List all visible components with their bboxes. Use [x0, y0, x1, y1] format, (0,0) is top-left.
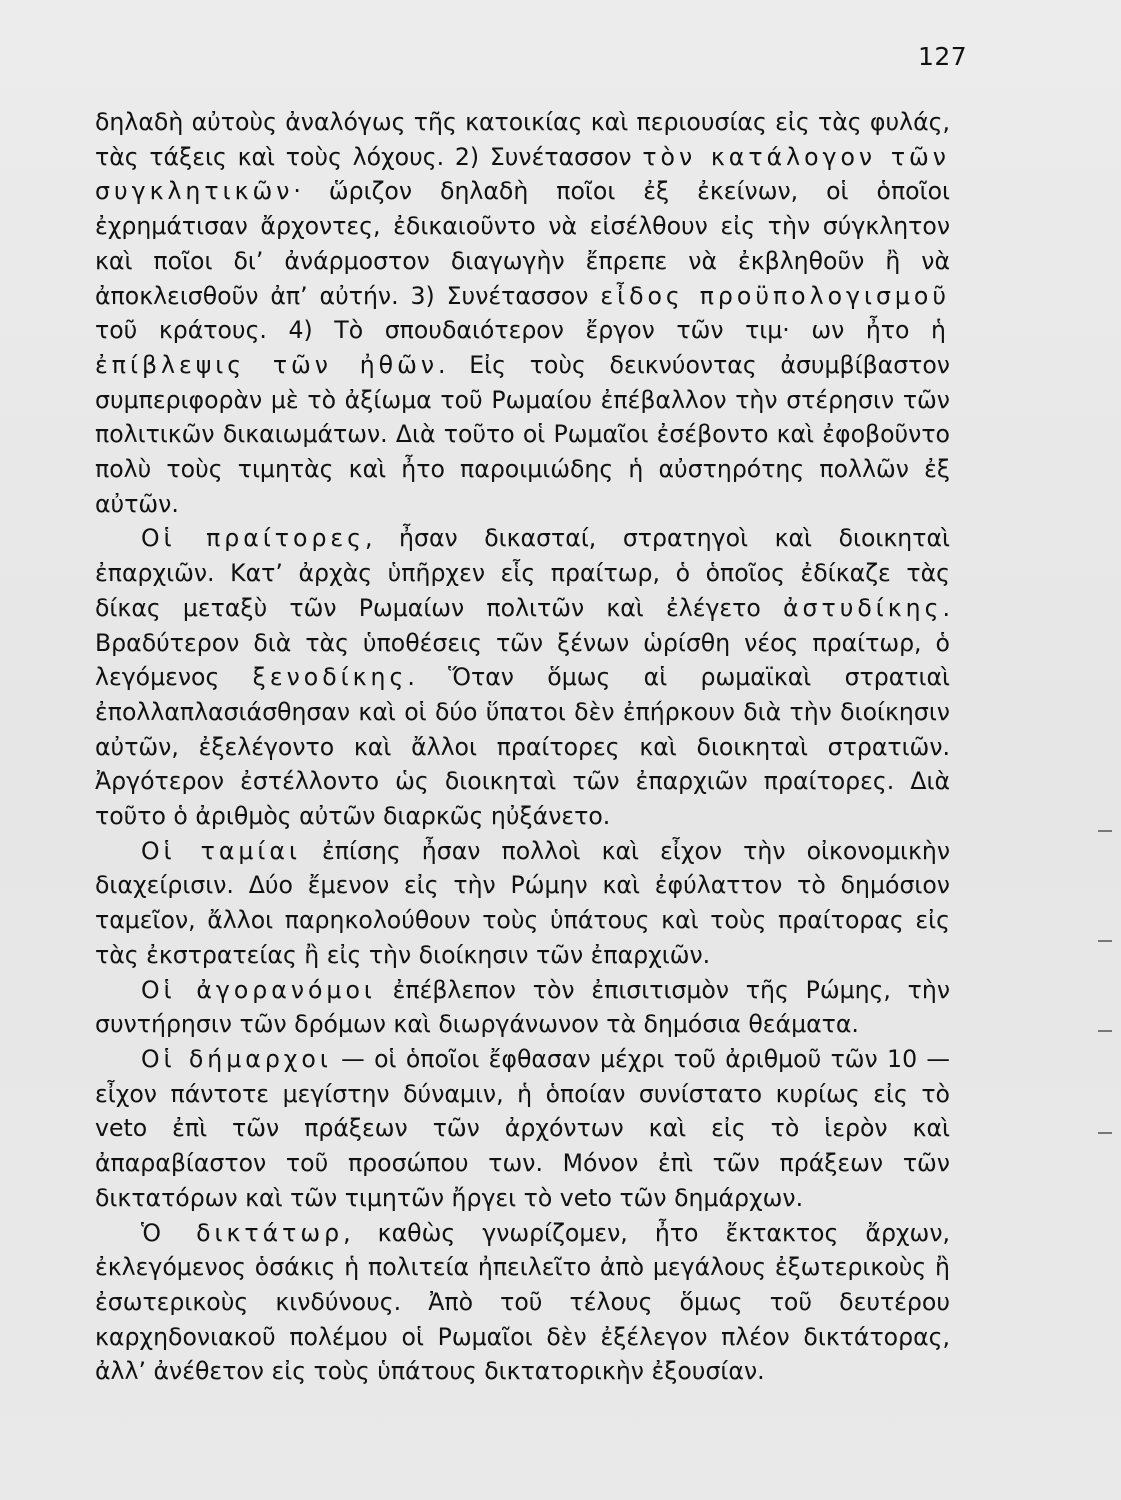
emphasis-term: ξενοδίκης [252, 663, 408, 692]
text-run: . Βραδύτερον διὰ τὰς ὑποθέσεις τῶν ξένων ὡρίσθη νέος πραίτωρ, ὁ λεγόμενος [95, 593, 950, 692]
paragraph-censors [95, 105, 950, 521]
text-run: ἐπίσης ἦσαν πολλοὶ καὶ εἶχον τὴν οἰκονομικὴν διαχείρισιν. Δύο ἔμενον εἰς τὴν Ρώμην καὶ ἐφύλαττον τὸ δημόσιον ταμεῖον, ἄλλοι παρηκολούθουν τοὺς ὑπάτους καὶ τοὺς πραίτορας εἰς τὰς ἐκστρατείας ἢ εἰς τὴν διοίκησιν τῶν ἐπαρχιῶν. [95, 836, 951, 969]
page-edge-marks [1098, 820, 1118, 1160]
text-run: · ὥριζον δηλαδὴ ποῖοι ἐξ ἐκείνων, οἱ ὁποῖοι ἐχρημάτισαν ἄρχοντες, ἐδικαιοῦντο νὰ εἰσέλθουν εἰς τὴν σύγκλητον καὶ ποῖοι δι’ ἀνάρμοστον διαγωγὴν ἔπρεπε νὰ ἐκβληθοῦν ἢ νὰ ἀποκλεισθοῦν ἀπ’ αὐτήν. 3) Συνέτασσον [95, 177, 950, 310]
emphasis-term: ἡ ἐπίβλεψις τῶν ἠθῶν [95, 316, 950, 379]
paragraph-aediles [95, 973, 950, 1042]
paragraph-tribunes [95, 1042, 950, 1216]
emphasis-term: Οἱ δήμαρχοι [141, 1044, 332, 1073]
text-run: τοῦ κράτους. 4) Τὸ σπουδαιότερον ἔργον τῶν τιμ· ων ἦτο [95, 316, 932, 345]
paragraph-dictator [95, 1216, 950, 1390]
text-run: — οἱ ὁποῖοι ἔφθασαν μέχρι τοῦ ἀριθμοῦ τῶν 10 — εἶχον πάντοτε μεγίστην δύναμιν, ἡ ὁποίαν συνίστατο κυρίως εἰς τὸ veto ἐπὶ τῶν πράξεων τῶν ἀρχόντων καὶ εἰς τὸ ἱερὸν καὶ ἀπαραβίαστον τοῦ προσώπου των. Μόνον ἐπὶ τῶν πράξεων τῶν δικτατόρων καὶ τῶν τιμητῶν ἤργει τὸ veto τῶν δημάρχων. [95, 1044, 950, 1212]
text-run: . Ὅταν ὅμως αἱ ρωμαϊκαὶ στρατιαὶ ἐπολλαπλασιάσθησαν καὶ οἱ δύο ὕπατοι δὲν ἐπήρκουν διὰ τὴν διοίκησιν αὐτῶν, ἐξελέγοντο καὶ ἄλλοι πραίτορες καὶ διοικηταὶ στρατιῶν. Ἀργότερον ἐστέλλοντο ὡς διοικηταὶ τῶν ἐπαρχιῶν πραίτορες. Διὰ τοῦτο ὁ ἀριθμὸς αὐτῶν διαρκῶς ηὐξάνετο. [95, 663, 950, 831]
emphasis-term: Οἱ πραίτορες [141, 524, 366, 553]
emphasis-term: εἶδος προϋπολογισμοῦ [600, 281, 951, 310]
body-text [95, 105, 950, 1389]
edge-mark [1098, 1132, 1112, 1134]
text-run: ἐπέβλεπον τὸν ἐπισιτισμὸν τῆς Ρώμης, τὴν συντήρησιν τῶν δρόμων καὶ διωργάνωνον τὰ δημόσια θεάματα. [95, 975, 951, 1039]
emphasis-term: Οἱ ἀγορανόμοι [141, 975, 376, 1004]
text-run: , καθὼς γνωρίζομεν, ἦτο ἔκτακτος ἄρχων, ἐκλεγόμενος ὁσάκις ἡ πολιτεία ἠπειλεῖτο ἀπὸ μεγάλους ἐξωτερικοὺς ἢ ἐσωτερικοὺς κινδύνους. Ἀπὸ τοῦ τέλους ὅμως τοῦ δευτέρου καρχηδονιακοῦ πολέμου οἱ Ρωμαῖοι δὲν ἐξέλεγον πλέον δικτάτορας, ἀλλ’ ἀνέθετον εἰς τοὺς ὑπάτους δικτατορικὴν ἐξουσίαν. [95, 1218, 950, 1386]
paragraph-praetors [95, 521, 950, 833]
text-run: . Εἰς τοὺς δεικνύοντας ἀσυμβίβαστον συμπεριφορὰν μὲ τὸ ἀξίωμα τοῦ Ρωμαίου ἐπέβαλλον τὴν στέρησιν τῶν πολιτικῶν δικαιωμάτων. Διὰ τοῦτο οἱ Ρωμαῖοι ἐσέβοντο καὶ ἐφοβοῦντο πολὺ τοὺς τιμητὰς καὶ ἦτο παροιμιώδης ἡ αὐστηρότης πολλῶν ἐξ αὐτῶν. [95, 350, 950, 518]
text-run: δηλαδὴ αὐτοὺς ἀναλόγως τῆς κατοικίας καὶ περιουσίας εἰς τὰς φυλάς, τὰς τάξεις καὶ τοὺς λόχους. 2) Συνέτασσον [95, 108, 950, 171]
edge-mark [1098, 830, 1112, 832]
emphasis-term: ἀστυδίκης [783, 593, 943, 622]
paragraph-quaestors [95, 834, 950, 973]
edge-mark [1098, 940, 1112, 942]
page-number: 127 [918, 42, 968, 71]
text-run: , ἦσαν δικασταί, στρατηγοὶ καὶ διοικηταὶ ἐπαρχιῶν. Κατ’ ἀρχὰς ὑπῆρχεν εἷς πραίτωρ, ὁ ὁποῖος ἐδίκαζε τὰς δίκας μεταξὺ τῶν Ρωμαίων πολιτῶν καὶ ἐλέγετο [95, 524, 950, 622]
emphasis-term: τὸν κατάλογον τῶν συγκλητικῶν [95, 142, 950, 206]
emphasis-term: Οἱ ταμίαι [141, 836, 301, 865]
edge-mark [1098, 1030, 1112, 1032]
emphasis-term: Ὁ δικτάτωρ [141, 1218, 344, 1247]
